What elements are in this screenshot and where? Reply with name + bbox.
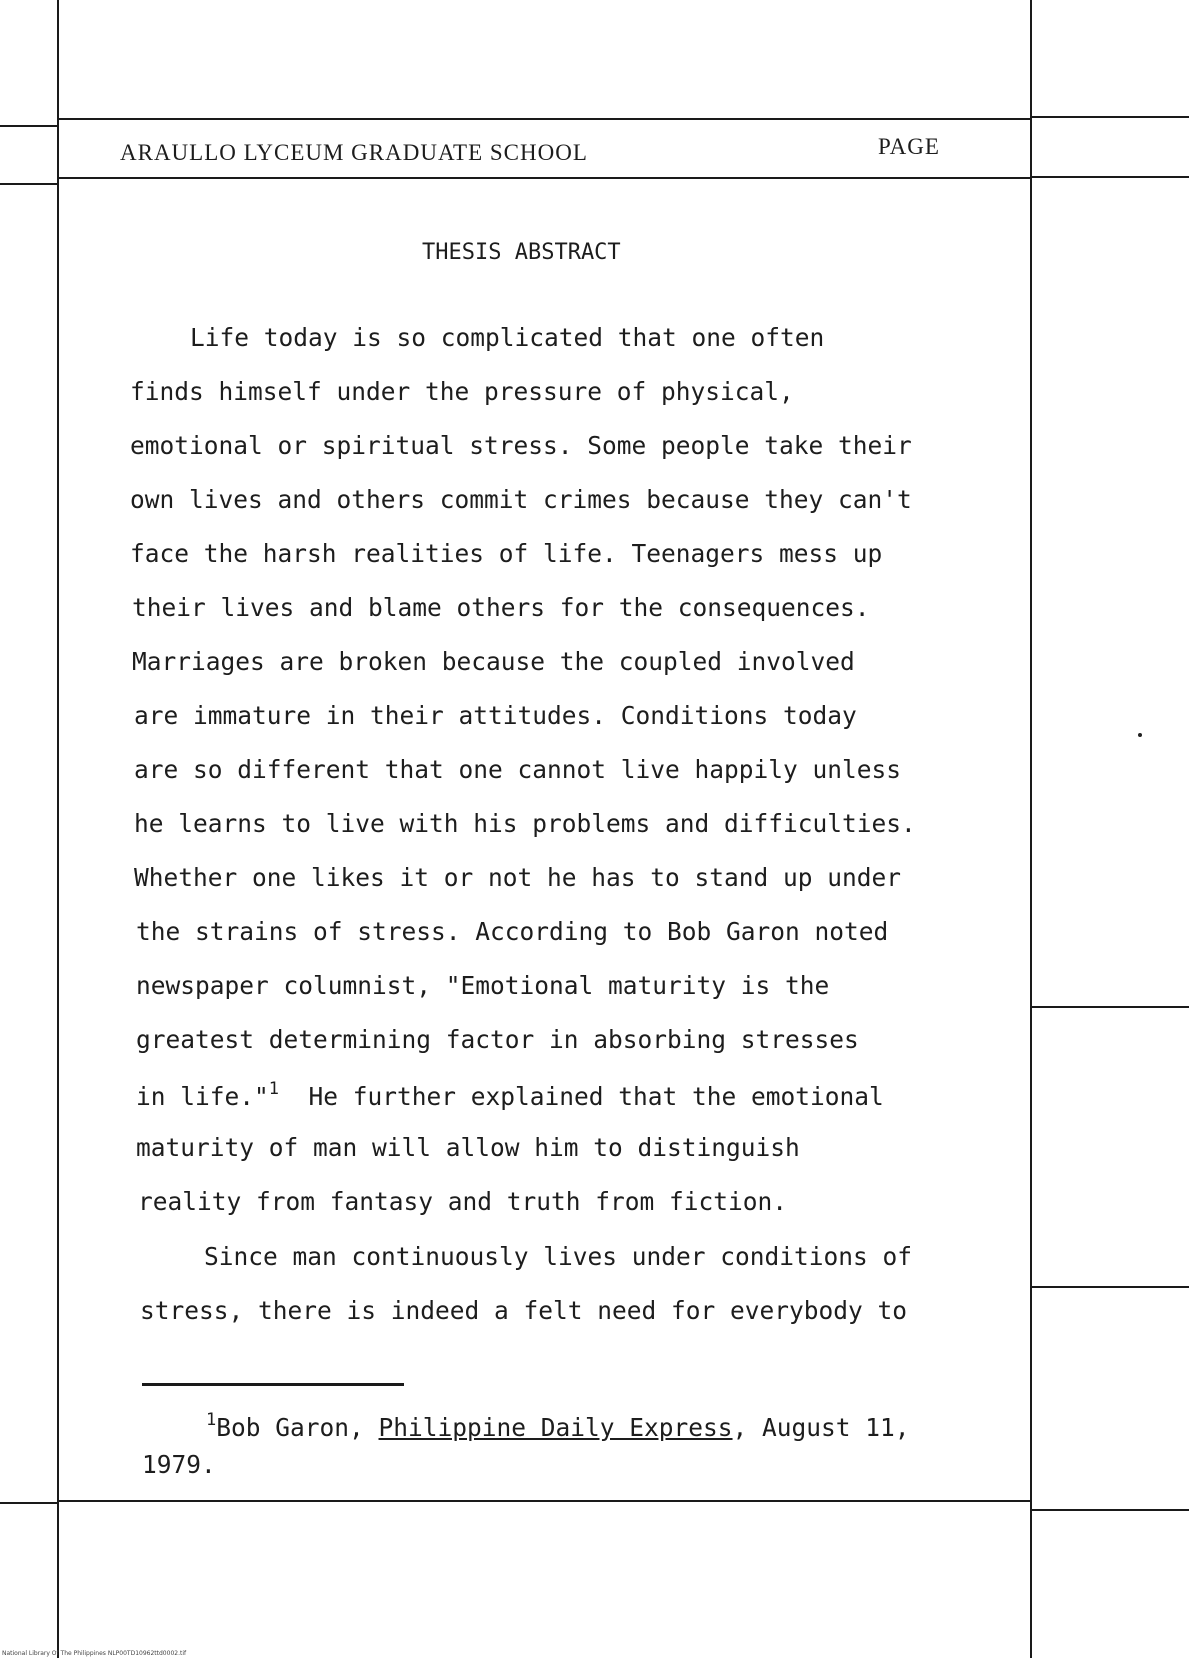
body-line: finds himself under the pressure of physical, [130,377,794,406]
scan-speck [1138,733,1142,737]
page-title: THESIS ABSTRACT [422,240,621,265]
body-line: reality from fantasy and truth from fiction. [138,1187,788,1216]
body-line: are immature in their attitudes. Conditions today [134,701,857,730]
footer-rule-right [1032,1509,1189,1511]
body-line: maturity of man will allow him to distinguish [136,1133,800,1162]
footnote-separator [142,1383,404,1386]
header-top-rule-inner [58,118,1030,120]
body-line: Life today is so complicated that one often [190,323,825,352]
quote-end-text: in life." [136,1082,269,1111]
footer-rule-inner [58,1500,1030,1502]
right-margin-line [1030,0,1032,1658]
footer-rule [0,1502,58,1504]
left-margin-line [57,0,59,1658]
header-top-rule-right [1032,116,1189,118]
body-line: emotional or spiritual stress. Some people take their [130,431,912,460]
body-line: newspaper columnist, "Emotional maturity is the [136,971,830,1000]
body-line: greatest determining factor in absorbing stresses [136,1025,859,1054]
footnote-reference: 1 [268,1079,280,1099]
footnote-marker: 1 [206,1410,217,1430]
body-line: their lives and blame others for the consequences. [132,593,870,622]
continuation-text: He further explained that the emotional [279,1082,884,1111]
body-line: face the harsh realities of life. Teenagers mess up [130,539,883,568]
header-bottom-rule-inner [58,177,1030,179]
body-line: are so different that one cannot live happily unless [134,755,902,784]
body-line: own lives and others commit crimes because they can't [130,485,912,514]
low-right-rule [1032,1286,1189,1288]
institution-name: ARAULLO LYCEUM GRADUATE SCHOOL [120,140,588,165]
footnote [206,1410,910,1442]
body-line: the strains of stress. According to Bob Garon noted [136,917,889,946]
scan-caption: National Library Of The Philippines NLP00TD10962ttd0002.tif [2,1650,187,1657]
mid-right-rule [1032,1006,1189,1008]
header-bottom-rule-right [1032,176,1189,178]
body-line: he learns to live with his problems and difficulties. [134,809,916,838]
body-line: stress, there is indeed a felt need for everybody to [140,1296,908,1325]
footnote-year: 1979. [142,1450,216,1479]
body-line: Since man continuously lives under conditions of [204,1242,913,1271]
header-bottom-rule [0,183,58,185]
footnote-author: Bob Garon, [216,1413,379,1442]
footnote-publication: Philippine Daily Express [378,1413,733,1442]
body-line: Whether one likes it or not he has to stand up under [134,863,902,892]
body-line-with-footnote-ref [136,1079,884,1111]
body-line: Marriages are broken because the coupled involved [132,647,855,676]
header-top-rule [0,125,58,127]
page-label: PAGE [878,134,940,159]
footnote-date: , August 11, [732,1413,910,1442]
